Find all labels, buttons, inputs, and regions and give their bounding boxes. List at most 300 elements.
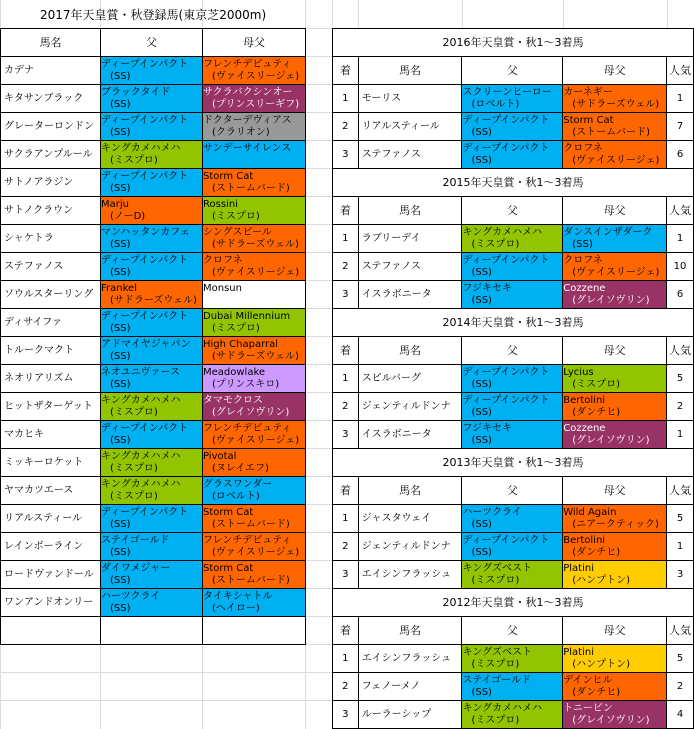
sire-cell [462,505,563,533]
dam-sire-cell-line2: (ロベルト) [212,490,260,502]
sire-cell-line1: ディープインパクト [462,254,550,266]
horse-name: ステファノス [358,253,462,281]
sire-cell [101,505,203,533]
table-row [1,281,306,309]
dam-sire-cell [563,533,667,561]
popularity-cell: 2 [667,673,694,701]
dam-sire-cell-line1: カーネギー [563,86,613,98]
header-popularity: 人気 [667,477,694,505]
header-horse: 馬名 [358,337,462,365]
table-row [333,505,694,533]
header-rank: 着 [333,337,359,365]
dam-sire-cell-line2: (ハンプトン) [572,574,631,586]
sire-cell [462,141,563,169]
table-row [1,57,306,85]
sire-cell-line1: ディープインパクト [462,394,550,406]
popularity-cell: 1 [667,225,694,253]
section-title-row [333,449,694,477]
dam-sire-cell-line2: (ストームバード) [572,126,651,138]
dam-sire-cell [563,505,667,533]
dam-sire-cell [563,561,667,589]
dam-sire-cell-line1: Cozzene [563,282,606,294]
header-rank: 着 [333,477,359,505]
sire-cell-line2: (SS) [110,434,131,446]
table-row [1,309,306,337]
table-row [1,589,306,617]
sire-cell-line2: (SS) [110,378,131,390]
dam-sire-cell [563,253,667,281]
sire-cell-line2: (ロベルト) [471,98,520,110]
dam-sire-cell-line2: (ヘイロー) [212,602,260,614]
horse-name: ジェンティルドンナ [358,533,462,561]
horse-name: サトノクラウン [1,197,101,225]
sire-cell-line2: (SS) [110,238,131,250]
sire-cell-line1: ディープインパクト [101,58,189,70]
dam-sire-cell-line2: (SS) [572,238,593,250]
horse-name: ステファノス [358,141,462,169]
sire-cell-line1: ディープインパクト [101,422,189,434]
dam-sire-cell [563,701,667,729]
sire-cell-line1: ダイワメジャー [101,562,171,574]
table-row [1,449,306,477]
table-row [333,393,694,421]
popularity-cell: 7 [667,113,694,141]
dam-sire-cell [563,141,667,169]
dam-sire-cell [203,309,306,337]
horse-name: イスラボニータ [358,421,462,449]
header-horse: 馬名 [358,197,462,225]
table-row [333,701,694,729]
section-title-row [333,309,694,337]
section-title-row [333,589,694,617]
rank-cell: 2 [333,533,359,561]
popularity-cell: 4 [667,701,694,729]
sire-cell [101,281,203,309]
popularity-cell: 5 [667,645,694,673]
sire-cell [101,253,203,281]
header-popularity: 人気 [667,57,694,85]
sire-cell-line2: (SS) [471,126,492,138]
dam-sire-cell-line1: Pivotal [203,450,237,462]
dam-sire-cell-line1: クロフネ [563,254,603,266]
empty-cell [1,617,101,645]
dam-sire-cell-line2: (サドラーズウェル) [212,238,299,250]
sire-cell [101,337,203,365]
header-horse: 馬名 [358,477,462,505]
horse-name: エイシンフラッシュ [358,645,462,673]
horse-name: フェノーメノ [358,673,462,701]
horse-name: ステファノス [1,253,101,281]
dam-sire-cell-line2: (プリンスキロ) [212,378,280,390]
dam-sire-cell-line1: Storm Cat [203,506,254,518]
sire-cell-line2: (SS) [471,154,492,166]
sire-cell-line2: (ミスプロ) [110,406,158,418]
sheet-title: 2017年天皇賞・秋登録馬(東京芝2000m) [40,8,267,22]
sire-cell [462,701,563,729]
popularity-cell: 2 [667,393,694,421]
header-sire: 父 [462,57,563,85]
sire-cell [462,673,563,701]
dam-sire-cell [563,281,667,309]
rank-cell: 2 [333,673,359,701]
dam-sire-cell-line2: (ダンチヒ) [572,406,621,418]
sire-cell-line1: ネオユニヴァース [101,366,180,378]
table-row [1,113,306,141]
dam-sire-cell-line2: (ミスプロ) [572,378,621,390]
section-title: 2015年天皇賞・秋1～3着馬 [333,169,694,197]
sire-cell [462,225,563,253]
table-row [333,253,694,281]
table-row [1,421,306,449]
sire-cell-line2: (SS) [110,574,131,586]
header-horse: 馬名 [358,617,462,645]
horse-name: ラブリーデイ [358,225,462,253]
sire-cell-line2: (ノーD) [110,210,146,222]
sire-cell [101,309,203,337]
dam-sire-cell-line2: (ダンチヒ) [572,546,621,558]
sire-cell [101,589,203,617]
popularity-cell: 10 [667,253,694,281]
table-row [1,169,306,197]
dam-sire-cell-line1: Cozzene [563,422,606,434]
sire-cell-line2: (ミスプロ) [110,462,158,474]
sire-cell-line1: ハーツクライ [101,590,161,602]
table-row [1,141,306,169]
header-dam-sire: 母父 [563,617,667,645]
dam-sire-cell-line2: (グレイソヴリン) [572,294,650,306]
dam-sire-cell-line1: タイキシャトル [203,590,273,602]
header-rank: 着 [333,617,359,645]
table-row [1,337,306,365]
sire-cell-line2: (SS) [110,70,131,82]
dam-sire-cell [203,281,306,309]
dam-sire-cell [203,365,306,393]
dam-sire-cell-line1: Bertolini [563,534,606,546]
dam-sire-cell-line2: (プリンスリーギフ) [212,98,300,110]
dam-sire-cell [203,141,306,169]
header-sire: 父 [462,197,563,225]
horse-name: サクラアンプルール [1,141,101,169]
sire-cell-line2: (SS) [110,602,131,614]
dam-sire-cell-line2: (ハンプトン) [572,658,631,670]
dam-sire-cell [563,85,667,113]
sire-cell-line2: (SS) [110,266,131,278]
horse-name: ルーラーシップ [358,701,462,729]
dam-sire-cell [203,197,306,225]
sire-cell-line2: (ミスプロ) [471,238,520,250]
dam-sire-cell [563,365,667,393]
sire-cell-line2: (SS) [110,350,131,362]
header-popularity: 人気 [667,617,694,645]
table-row [1,225,306,253]
horse-name: ソウルスターリング [1,281,101,309]
dam-sire-cell-line2: (ストームバード) [212,182,290,194]
table-row [1,365,306,393]
horse-name: トルークマクト [1,337,101,365]
sire-cell [101,57,203,85]
table-row [333,561,694,589]
header-row [333,337,694,365]
registered-horses-table [0,28,306,645]
sire-cell-line1: ディープインパクト [462,142,550,154]
dam-sire-cell-line1: シングスピール [203,226,272,238]
dam-sire-cell-line1: Dubai Millennium [203,310,291,322]
horse-name: モーリス [358,85,462,113]
horse-name: イスラボニータ [358,281,462,309]
sire-cell-line2: (SS) [471,518,492,530]
header-dam-sire: 母父 [203,29,306,57]
dam-sire-cell-line1: グラスワンダー [203,478,273,490]
dam-sire-cell [203,169,306,197]
table-row [1,85,306,113]
horse-name: ジェンティルドンナ [358,393,462,421]
dam-sire-cell [203,449,306,477]
horse-name: サトノアラジン [1,169,101,197]
table-row [1,197,306,225]
dam-sire-cell-line1: Storm Cat [203,562,254,574]
dam-sire-cell-line1: Lycius [563,366,594,378]
dam-sire-cell-line2: (ヴァイスリージェ) [572,266,660,278]
sire-cell-line2: (SS) [471,434,492,446]
dam-sire-cell-line2: (ミスプロ) [212,322,260,334]
rank-cell: 1 [333,225,359,253]
sire-cell [101,141,203,169]
sire-cell [462,561,563,589]
dam-sire-cell-line1: フレンチデピュティ [203,58,292,70]
sire-cell [462,533,563,561]
horse-name: スピルバーグ [358,365,462,393]
table-row [333,365,694,393]
dam-sire-cell-line1: デインヒル [563,674,613,686]
dam-sire-cell [563,673,667,701]
dam-sire-cell-line2: (ヴァイスリージェ) [212,266,300,278]
empty-cell [101,617,203,645]
dam-sire-cell-line2 [203,295,305,307]
sire-cell [462,365,563,393]
sire-cell-line1: キングカメハメハ [101,394,181,406]
header-dam-sire: 母父 [563,197,667,225]
dam-sire-cell [563,225,667,253]
table-row [1,253,306,281]
sire-cell [101,393,203,421]
sire-cell-line1: ディープインパクト [462,114,550,126]
table-row [1,393,306,421]
sire-cell-line1: ディープインパクト [101,254,189,266]
sire-cell [101,421,203,449]
sire-cell [462,645,563,673]
dam-sire-cell-line1: High Chaparral [203,338,279,350]
popularity-cell: 3 [667,561,694,589]
sire-cell-line2: (SS) [110,98,131,110]
table-row [333,225,694,253]
table-row [1,477,306,505]
past-results-table [332,28,694,729]
dam-sire-cell-line2: (ストームバード) [212,518,290,530]
rank-cell: 2 [333,113,359,141]
dam-sire-cell [203,393,306,421]
header-dam-sire: 母父 [563,57,667,85]
sire-cell-line1: キングカメハメハ [101,478,181,490]
dam-sire-cell [563,393,667,421]
table-row [333,281,694,309]
header-rank: 着 [333,57,359,85]
table-row [1,561,306,589]
horse-name: マカヒキ [1,421,101,449]
dam-sire-cell-line1: Monsun [203,282,242,294]
dam-sire-cell-line1: クロフネ [203,254,243,266]
sire-cell [101,225,203,253]
horse-name: ロードヴァンドール [1,561,101,589]
dam-sire-cell-line1: Bertolini [563,394,606,406]
dam-sire-cell [563,645,667,673]
rank-cell: 1 [333,645,359,673]
table-row [1,533,306,561]
dam-sire-cell-line1: サンデーサイレンス [203,142,292,154]
dam-sire-cell-line1: クロフネ [563,142,603,154]
rank-cell: 3 [333,281,359,309]
dam-sire-cell [203,421,306,449]
horse-name: グレーターロンドン [1,113,101,141]
sire-cell [462,113,563,141]
dam-sire-cell-line1: トニービン [563,702,613,714]
horse-name: キタサンブラック [1,85,101,113]
dam-sire-cell-line2: (サドラーズウェル) [572,98,660,110]
horse-name: エイシンフラッシュ [358,561,462,589]
sire-cell [101,477,203,505]
rank-cell: 1 [333,85,359,113]
dam-sire-cell-line1: Platini [563,562,594,574]
table-row [333,141,694,169]
sire-cell [101,85,203,113]
sire-cell-line1: アドマイヤジャパン [101,338,191,350]
dam-sire-cell [203,561,306,589]
dam-sire-cell-line2: (ニアークティック) [572,518,659,530]
header-dam-sire: 母父 [563,477,667,505]
sire-cell-line1: キングカメハメハ [462,226,542,238]
table-row [333,85,694,113]
dam-sire-cell-line2: (ヴァイスリージェ) [212,70,300,82]
sire-cell [101,365,203,393]
section-title: 2014年天皇賞・秋1～3着馬 [333,309,694,337]
horse-name: ネオリアリズム [1,365,101,393]
horse-name: ジャスタウェイ [358,505,462,533]
rank-cell: 3 [333,141,359,169]
header-row [1,29,306,57]
dam-sire-cell-line2: (ヴァイスリージェ) [212,434,300,446]
sire-cell-line1: ブラックタイド [101,86,171,98]
sire-cell-line2: (ミスプロ) [471,574,520,586]
horse-name: ディサイファ [1,309,101,337]
sire-cell-line1: ディープインパクト [101,310,189,322]
sire-cell-line1: ディープインパクト [462,366,550,378]
table-row [333,673,694,701]
section-title: 2012年天皇賞・秋1～3着馬 [333,589,694,617]
popularity-cell: 5 [667,365,694,393]
table-row [1,505,306,533]
rank-cell: 2 [333,393,359,421]
sire-cell-line1: ディープインパクト [101,170,189,182]
section-title: 2016年天皇賞・秋1～3着馬 [333,29,694,57]
dam-sire-cell [203,533,306,561]
sire-cell-line1: キングカメハメハ [462,702,542,714]
sire-cell-line1: ディープインパクト [101,506,189,518]
header-sire: 父 [462,337,563,365]
horse-name: リアルスティール [358,113,462,141]
header-row [333,617,694,645]
header-horse: 馬名 [358,57,462,85]
dam-sire-cell-line1: ドクターデヴィアス [203,114,292,126]
horse-name: ヤマカツエース [1,477,101,505]
header-sire: 父 [462,477,563,505]
dam-sire-cell-line2: (クラリオン) [212,126,270,138]
sire-cell-line2: (SS) [110,182,131,194]
sire-cell [462,253,563,281]
dam-sire-cell [203,505,306,533]
header-dam-sire: 母父 [563,337,667,365]
sire-cell-line2: (SS) [471,546,492,558]
dam-sire-cell [203,225,306,253]
sire-cell-line2: (ミスプロ) [110,154,158,166]
sire-cell-line2: (SS) [110,546,131,558]
dam-sire-cell [203,85,306,113]
dam-sire-cell-line1: Platini [563,646,594,658]
dam-sire-cell-line1: Storm Cat [203,170,254,182]
sire-cell [101,113,203,141]
dam-sire-cell-line1: タマモクロス [203,394,263,406]
table-row [333,421,694,449]
dam-sire-cell-line1: サクラバクシンオー [203,86,293,98]
sire-cell-line2: (SS) [471,686,492,698]
sire-cell-line1: スクリーンヒーロー [462,86,552,98]
dam-sire-cell [203,57,306,85]
sire-cell [462,421,563,449]
sire-cell-line2: (ミスプロ) [471,658,520,670]
header-rank: 着 [333,197,359,225]
rank-cell: 3 [333,701,359,729]
sire-cell [101,197,203,225]
dam-sire-cell-line1: Wild Again [563,506,617,518]
sire-cell-line1: フジキセキ [462,282,513,294]
sire-cell-line1: キングズベスト [462,562,533,574]
sire-cell-line2: (SS) [471,406,492,418]
dam-sire-cell [203,477,306,505]
sire-cell [101,449,203,477]
sire-cell [101,169,203,197]
dam-sire-cell [563,421,667,449]
header-row [333,197,694,225]
rank-cell: 1 [333,365,359,393]
table-row [333,645,694,673]
dam-sire-cell-line1: フレンチデピュティ [203,534,292,546]
dam-sire-cell [203,589,306,617]
rank-cell: 1 [333,505,359,533]
sire-cell-line1: キングズベスト [462,646,533,658]
dam-sire-cell-line2 [203,155,305,167]
dam-sire-cell-line2: (ストームバード) [212,574,290,586]
sire-cell-line1: マンハッタンカフェ [101,226,190,238]
popularity-cell: 1 [667,533,694,561]
dam-sire-cell-line2: (ミスプロ) [212,210,260,222]
header-sire: 父 [462,617,563,645]
table-row [333,113,694,141]
header-sire: 父 [101,29,203,57]
dam-sire-cell-line2: (サドラーズウェル) [212,350,299,362]
section-title-row [333,169,694,197]
rank-cell: 3 [333,561,359,589]
horse-name: ヒットザターゲット [1,393,101,421]
empty-row [1,617,306,645]
dam-sire-cell-line1: Meadowlake [203,366,266,378]
